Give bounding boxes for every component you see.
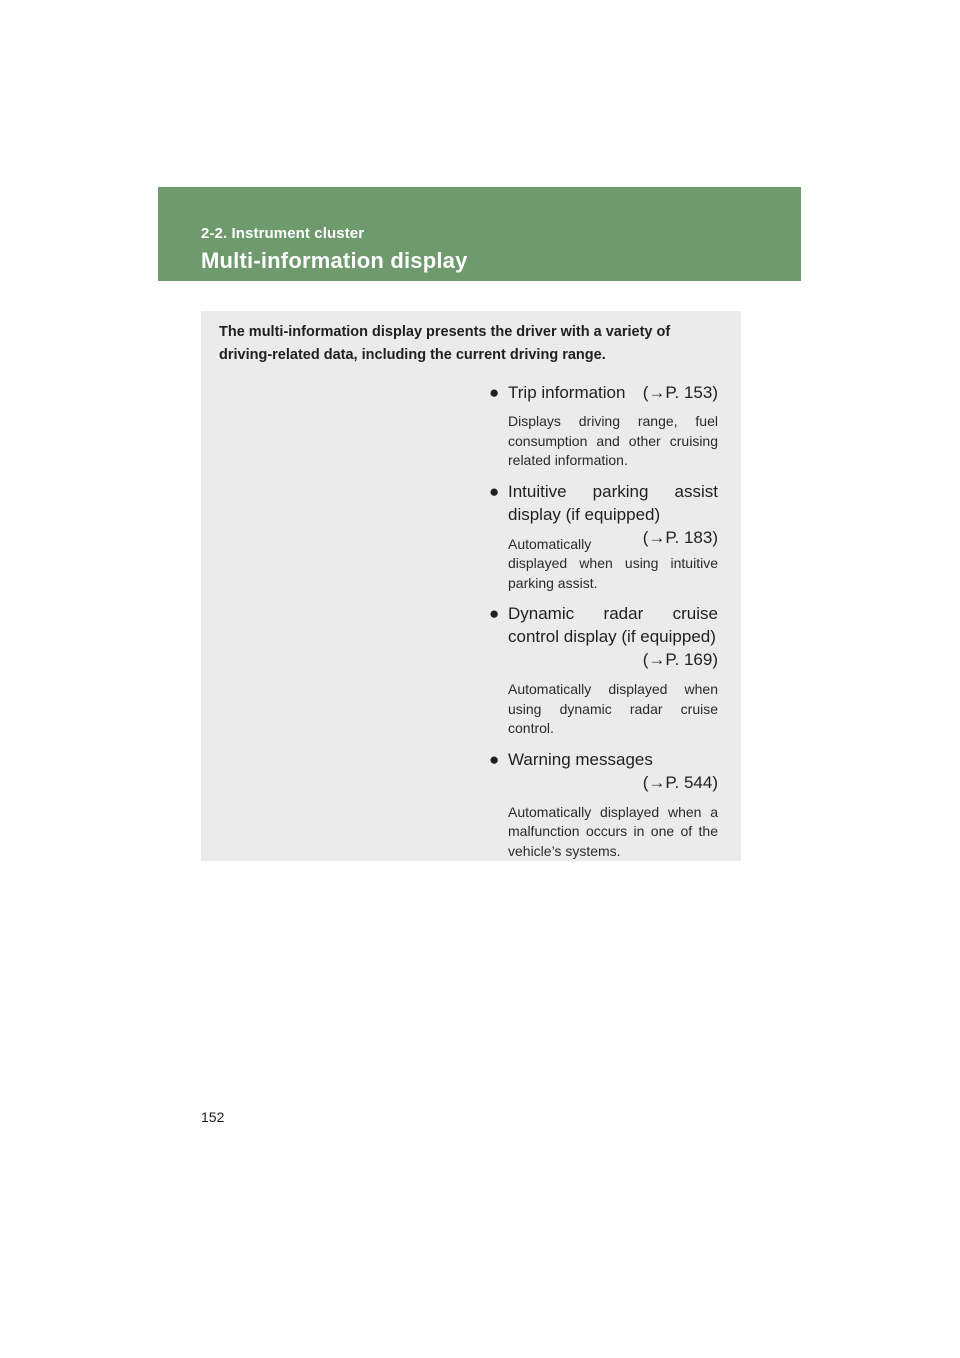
item-heading: [489, 748, 718, 794]
item-description: Displays driving range, fuel consumption and other cruising related information.: [508, 413, 718, 468]
item-description: Automatically displayed when using dynamic radar cruise control.: [508, 681, 718, 736]
section-label: 2-2. Instrument cluster: [201, 225, 365, 242]
bullet-icon: ●: [489, 749, 500, 769]
bullet-icon: ●: [489, 604, 500, 623]
bullet-icon: ●: [489, 383, 500, 402]
item-description: Automatically displayed when using intuitive parking assist.: [508, 535, 718, 591]
list-item: [489, 381, 718, 471]
bullet-icon: ●: [489, 481, 500, 501]
list-item: [489, 602, 718, 739]
item-title: Warning messages: [508, 749, 653, 769]
intro-text: The multi-information display presents the driver with a variety of driving-related data, including the current driving range.: [219, 324, 671, 363]
item-title: Trip information: [508, 383, 626, 402]
item-heading: [489, 480, 718, 547]
page-reference: (→P. 183): [642, 527, 718, 547]
page-number: 152: [201, 1109, 225, 1125]
item-description: Automatically displayed when a malfunction occurs in one of the vehicle’s systems.: [508, 803, 718, 859]
item-title: Dynamic radar cruise control display (if equipped): [508, 604, 718, 646]
list-item: [489, 480, 718, 594]
item-heading: [489, 602, 718, 671]
content-box: [201, 311, 741, 861]
list-item: [489, 748, 718, 862]
page-title: Multi-information display: [201, 248, 468, 273]
item-heading: [489, 381, 718, 404]
section-header: [158, 187, 801, 281]
item-title: Intuitive parking assist display (if equipped): [508, 481, 718, 524]
page-reference: (→P. 169): [642, 650, 718, 669]
page-reference: (→P. 544): [642, 772, 718, 792]
page-reference: (→P. 153): [642, 383, 718, 402]
item-list: [489, 381, 718, 861]
